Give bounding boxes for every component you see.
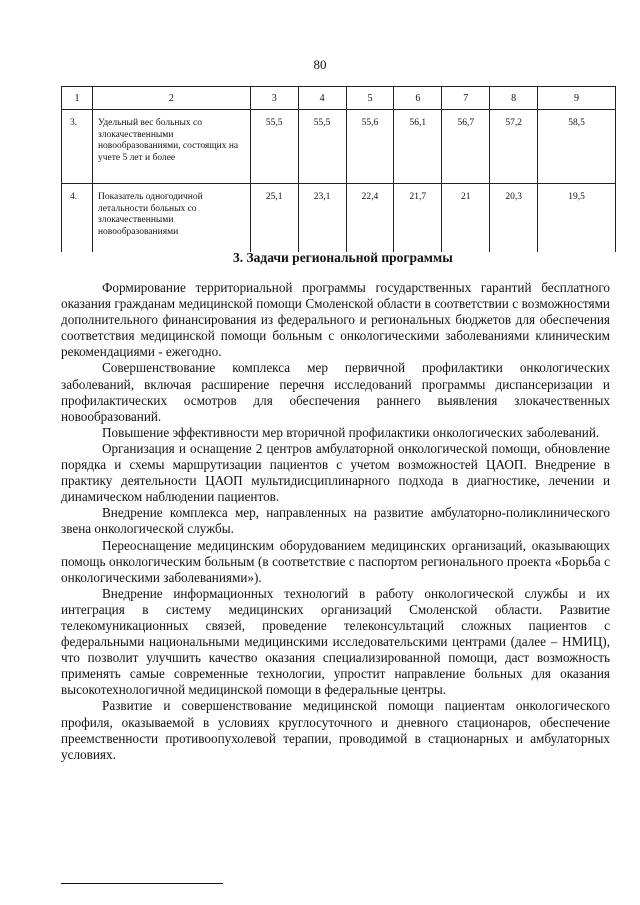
header-cell: 5 [346,87,394,110]
indicator-table [61,86,616,252]
value-cell: 25,1 [250,184,298,253]
header-cell: 8 [490,87,538,110]
paragraph: Развитие и совершенствование медицинской помощи пациентам онкологического профиля, оказываемой в условиях круглосуточного и дневного стационаров, обеспечение преемственности противоопухолевой терапии, проводимой в стационарных и амбулаторных условиях. [61,698,610,762]
paragraph: Организация и оснащение 2 центров амбулаторной онкологической помощи, обновление порядка и схемы маршрутизации пациентов с учетом возможностей ЦАОП. Внедрение в практику деятельности ЦАОП мультидисциплинарного подхода в диагностике, лечении и динамическом наблюдении пациентов. [61,440,610,505]
value-cell: 22,4 [346,184,394,253]
value-cell: 23,1 [298,184,346,253]
value-cell: 19,5 [538,184,616,253]
table-row [62,184,616,253]
indicator-name: Удельный вес больных со злокачественными новообразованиями, состоящих на учете 5 лет и более [92,110,250,184]
paragraph: Внедрение информационных технологий в работу онкологической службы и их интеграция в систему медицинских организаций Смоленской области. Развитие телекомуникационных связей, проведение телеконсультаций сложных пациентов с федеральными национальными медицинскими исследовательскими центрами (далее – НМИЦ), что позволит улучшить качество оказания специализированной помощи, даст возможность применять самые современные технологии, упростит направление больных для оказания высокотехнологичной медицинской помощи в федеральные центры. [61,585,610,698]
value-cell: 57,2 [490,110,538,184]
header-cell: 3 [250,87,298,110]
page-number: 80 [313,57,327,72]
value-cell: 21,7 [394,184,442,253]
value-cell: 55,6 [346,110,394,184]
body-text [61,280,610,763]
paragraph: Формирование территориальной программы государственных гарантий бесплатного оказания гражданам медицинской помощи Смоленской области в соответствии с возможностями дополнительного финансирования из федерального и региональных бюджетов для обеспечения соответствия медицинской помощи больным с онкологическими заболеваниями клиническим рекомендациями - ежегодно. [61,280,610,360]
paragraph: Совершенствование комплекса мер первичной профилактики онкологических заболеваний, включая расширение перечня исследований программы диспансеризации и профилактических осмотров для обеспечения раннего выявления злокачественных новообразований. [61,360,610,424]
paragraph: Повышение эффективности мер вторичной профилактики онкологических заболеваний. [102,424,600,440]
row-number: 3. [62,110,93,184]
paragraph: Внедрение комплекса мер, направленных на развитие амбулаторно-поликлинического звена онкологической службы. [61,505,610,537]
value-cell: 56,7 [442,110,490,184]
header-cell: 2 [92,87,250,110]
table-row [62,110,616,184]
indicator-name: Показатель одногодичной летальности больных со злокачественными новообразованиями [92,184,250,253]
value-cell: 56,1 [394,110,442,184]
value-cell: 58,5 [538,110,616,184]
section-title: 3. Задачи региональной программы [233,250,453,265]
row-number: 4. [62,184,93,253]
value-cell: 21 [442,184,490,253]
header-cell: 1 [62,87,93,110]
header-cell: 9 [538,87,616,110]
footnote-divider [61,883,223,884]
value-cell: 55,5 [298,110,346,184]
table-header-row [62,87,616,110]
header-cell: 6 [394,87,442,110]
value-cell: 55,5 [250,110,298,184]
paragraph: Переоснащение медицинским оборудованием медицинских организаций, оказывающих помощь онкологическим больным (в соответствие с паспортом регионального проекта «Борьба с онкологическими заболеваниями»). [61,537,610,585]
header-cell: 7 [442,87,490,110]
header-cell: 4 [298,87,346,110]
value-cell: 20,3 [490,184,538,253]
